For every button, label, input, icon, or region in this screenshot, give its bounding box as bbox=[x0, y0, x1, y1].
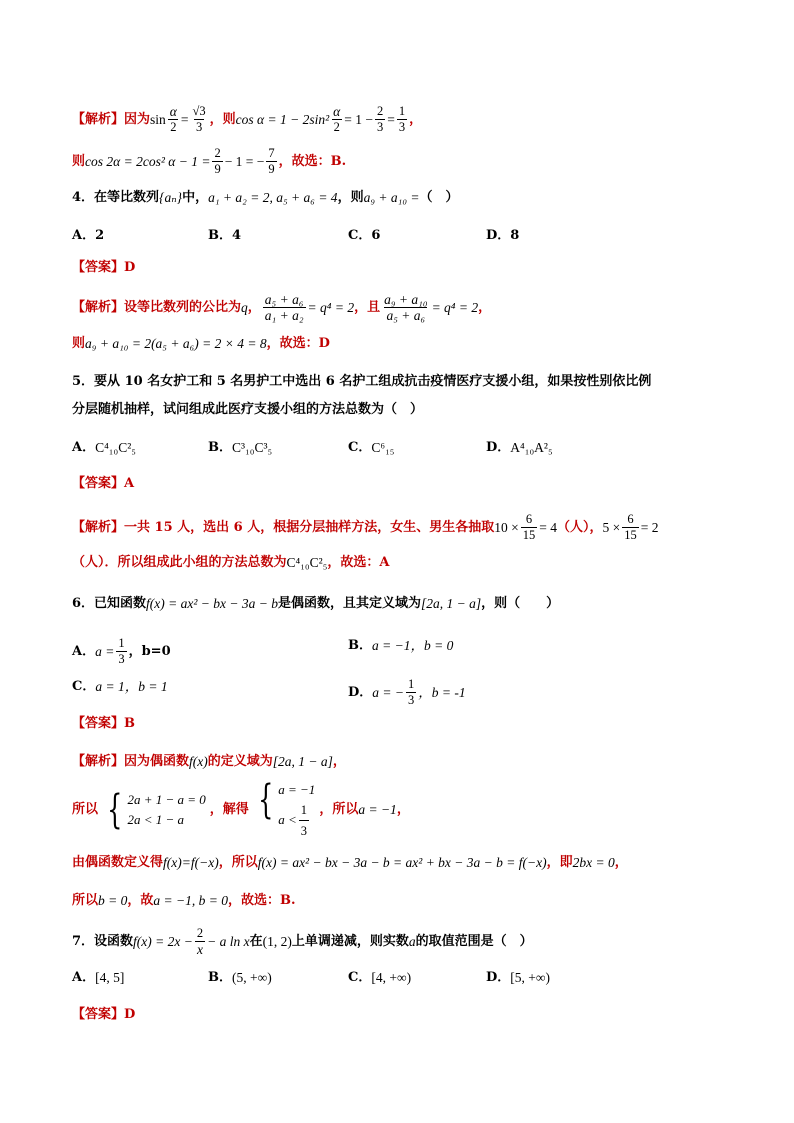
fraction bbox=[299, 800, 309, 841]
answer-tag: 【答案】 bbox=[72, 476, 125, 491]
fraction bbox=[266, 146, 276, 177]
math-expression: f(x) = 2x − bbox=[133, 933, 193, 949]
math-expression: (1, 2) bbox=[262, 933, 292, 949]
analysis-tag: 【解析】 bbox=[72, 754, 125, 769]
math-expression: f(x) bbox=[189, 754, 208, 769]
answer-tag: 【答案】 bbox=[72, 260, 125, 275]
q4-stem bbox=[72, 188, 459, 208]
fraction-numerator: α bbox=[333, 104, 341, 119]
q3-analysis-line2 bbox=[72, 146, 346, 177]
option-letter: A． bbox=[72, 440, 96, 455]
q6-option-d bbox=[348, 677, 466, 708]
fraction-denominator: 2 bbox=[333, 120, 340, 134]
question-text: ，则（ ） bbox=[481, 596, 560, 611]
analysis-text: ，则 bbox=[209, 111, 236, 127]
q5-stem-line2 bbox=[72, 400, 423, 420]
equation-system bbox=[102, 787, 206, 833]
math-expression: a₉ + a₁₀ = bbox=[363, 190, 420, 205]
q6-analysis-line4 bbox=[72, 891, 296, 911]
question-text: 在 bbox=[249, 933, 263, 949]
analysis-text: ，所以 bbox=[319, 802, 359, 817]
system-row bbox=[278, 800, 315, 841]
math-expression: = 4 bbox=[539, 519, 558, 535]
math-expression: a₉ + a₁₀ = 2(a₅ + a₆) = 2 × 4 = 8 bbox=[85, 336, 267, 351]
fraction-numerator: 1 bbox=[398, 104, 406, 118]
option-letter: A． bbox=[72, 643, 96, 659]
q6-option-b bbox=[348, 636, 453, 656]
q7-option-b bbox=[208, 968, 272, 988]
option-letter: B． bbox=[208, 440, 232, 455]
answer-value: D bbox=[124, 260, 136, 275]
analysis-text: ，所以 bbox=[218, 855, 258, 870]
math-expression: = bbox=[387, 111, 395, 127]
question-text: 是偶函数，且其定义域为 bbox=[278, 596, 422, 611]
q4-analysis-line1 bbox=[72, 292, 491, 323]
math-expression: 2bx = 0 bbox=[572, 855, 615, 870]
analysis-text: 设等比数列的公比为 bbox=[124, 299, 242, 315]
q6-analysis-line1 bbox=[72, 752, 346, 772]
option-letter: D． bbox=[348, 684, 373, 700]
option-value: [5, +∞) bbox=[510, 970, 551, 985]
question-text: 分层随机抽样，试问组成此医疗支援小组的方法总数为（ ） bbox=[72, 402, 424, 417]
math-expression: {aₙ} bbox=[159, 190, 183, 205]
q5-option-b bbox=[208, 438, 272, 458]
analysis-text: ，故选：D bbox=[266, 336, 330, 351]
option-value: ，b=0 bbox=[128, 643, 171, 659]
math-expression: a₁ + a₂ = 2, a₅ + a₆ = 4 bbox=[208, 190, 338, 205]
answer-value: A bbox=[124, 476, 135, 491]
q4-option-a bbox=[72, 226, 104, 246]
fraction-numerator: 2 bbox=[214, 146, 221, 160]
q6-option-c bbox=[72, 677, 168, 697]
question-text: 4．在等比数列 bbox=[72, 190, 160, 205]
fraction-numerator: 1 bbox=[118, 636, 125, 650]
answer-tag: 【答案】 bbox=[72, 1007, 125, 1022]
fraction bbox=[212, 146, 222, 177]
answer-value: B bbox=[124, 716, 136, 731]
question-text: 上单调递减，则实数 bbox=[291, 933, 409, 949]
analysis-text: ， bbox=[409, 111, 423, 127]
fraction bbox=[168, 104, 179, 135]
math-expression: a = − bbox=[372, 684, 405, 700]
fraction-numerator: α bbox=[169, 104, 177, 119]
q4-analysis-line2 bbox=[72, 334, 330, 354]
math-expression: − 1 = − bbox=[224, 153, 265, 169]
fraction-denominator: 2 bbox=[170, 120, 177, 134]
analysis-tag: 【解析】 bbox=[72, 519, 125, 535]
math-expression: = q⁴ = 2 bbox=[431, 299, 479, 315]
math-expression: 5 × bbox=[602, 519, 621, 535]
math-expression: a = −1 bbox=[358, 802, 397, 817]
fraction bbox=[397, 104, 407, 135]
fraction bbox=[195, 926, 205, 957]
analysis-text: 所以 bbox=[72, 893, 99, 908]
option-value: (5, +∞) bbox=[232, 970, 272, 985]
analysis-text: ， bbox=[332, 754, 346, 769]
q4-option-b bbox=[208, 226, 241, 246]
analysis-text: 因为偶函数 bbox=[124, 754, 190, 769]
fraction-numerator: 7 bbox=[268, 146, 275, 160]
brace-glyph: { bbox=[107, 787, 123, 833]
analysis-text: ，故选：A bbox=[327, 555, 390, 570]
fraction-numerator: a₉ + a₁₀ bbox=[384, 292, 428, 307]
option-value: 8 bbox=[510, 228, 520, 243]
option-letter: D． bbox=[486, 228, 511, 243]
analysis-text: 的定义域为 bbox=[207, 754, 273, 769]
math-expression: cos 2α = 2cos² α − 1 = bbox=[85, 153, 211, 169]
fraction bbox=[382, 292, 429, 323]
fraction-denominator: 9 bbox=[214, 162, 221, 176]
q4-option-c bbox=[348, 226, 380, 246]
q3-analysis-line1 bbox=[72, 104, 422, 135]
question-text: 7．设函数 bbox=[72, 933, 134, 949]
question-text: 6．已知函数 bbox=[72, 596, 147, 611]
system-row: 2a + 1 − a = 0 bbox=[127, 792, 206, 807]
answer-value: D bbox=[124, 1007, 136, 1022]
analysis-text: ，故选：B. bbox=[278, 153, 347, 169]
q7-answer bbox=[72, 1005, 135, 1025]
option-letter: D． bbox=[486, 440, 511, 455]
fraction bbox=[331, 104, 342, 135]
fraction-denominator: 3 bbox=[299, 820, 309, 841]
option-value: 4 bbox=[232, 228, 242, 243]
fraction bbox=[406, 677, 416, 708]
math-expression: C⁴₁₀C²₅ bbox=[286, 555, 328, 570]
fraction-denominator: 15 bbox=[624, 528, 637, 542]
math-expression: = 1 − bbox=[344, 111, 373, 127]
analysis-text: 一共 15 人，选出 6 人，根据分层抽样方法，女生、男生各抽取 bbox=[124, 519, 495, 535]
fraction-denominator: 3 bbox=[408, 693, 415, 707]
q6-option-a bbox=[72, 636, 171, 667]
math-expression: cos α = 1 − 2sin² bbox=[235, 111, 330, 127]
option-value: C⁴₁₀C²₅ bbox=[95, 440, 136, 455]
analysis-text: 所以 bbox=[72, 802, 99, 817]
fraction-numerator: 6 bbox=[627, 512, 634, 526]
fraction-denominator: 3 bbox=[398, 120, 406, 134]
question-text: （ ） bbox=[419, 190, 459, 205]
q6-stem bbox=[72, 594, 559, 614]
math-expression: f(x) = ax² − bx − 3a − b bbox=[146, 596, 279, 611]
option-letter: B． bbox=[348, 638, 372, 653]
fraction-numerator: 6 bbox=[525, 512, 533, 526]
option-letter: C． bbox=[348, 228, 372, 243]
fraction-denominator: a₁ + a₂ bbox=[264, 308, 304, 323]
fraction-denominator: a₅ + a₆ bbox=[386, 308, 426, 323]
q7-stem bbox=[72, 926, 533, 957]
fraction-numerator: 2 bbox=[376, 104, 384, 118]
analysis-text: 因为 bbox=[124, 111, 151, 127]
analysis-text: 由偶函数定义得 bbox=[72, 855, 164, 870]
analysis-text: 则 bbox=[72, 336, 86, 351]
analysis-text: ， bbox=[247, 299, 261, 315]
q4-answer bbox=[72, 258, 135, 278]
question-text: 中， bbox=[182, 190, 209, 205]
analysis-text: ， bbox=[614, 855, 628, 870]
analysis-text: ，即 bbox=[546, 855, 573, 870]
option-value: C³₁₀C³₅ bbox=[232, 440, 273, 455]
fraction-numerator: a₅ + a₆ bbox=[264, 292, 304, 307]
question-text: ，则 bbox=[337, 190, 364, 205]
option-value: [4, 5] bbox=[95, 970, 125, 985]
analysis-text: （人）．所以组成此小组的方法总数为 bbox=[72, 555, 287, 570]
math-expression: = q⁴ = 2 bbox=[307, 299, 355, 315]
option-letter: B． bbox=[208, 228, 232, 243]
analysis-text: ， bbox=[396, 802, 410, 817]
system-row: a = −1 bbox=[278, 781, 316, 797]
math-expression: = bbox=[180, 111, 189, 127]
fraction-denominator: x bbox=[197, 942, 203, 957]
analysis-text: 则 bbox=[72, 153, 86, 169]
analysis-text: （人）， bbox=[557, 519, 603, 535]
math-expression: a = bbox=[95, 643, 115, 659]
fraction-denominator: 9 bbox=[268, 162, 275, 176]
math-expression: a = −1, b = 0 bbox=[153, 893, 228, 908]
math-expression: sin bbox=[150, 111, 166, 127]
analysis-text: ，故选：B. bbox=[228, 893, 296, 908]
analysis-tag: 【解析】 bbox=[72, 299, 125, 315]
q6-answer bbox=[72, 714, 135, 734]
fraction-denominator: 15 bbox=[522, 528, 536, 542]
option-value: a = 1，b = 1 bbox=[95, 679, 168, 694]
option-value: a = −1，b = 0 bbox=[372, 638, 454, 653]
analysis-text: ，解得 bbox=[209, 802, 249, 817]
analysis-text: ，且 bbox=[354, 299, 381, 315]
option-letter: A． bbox=[72, 970, 96, 985]
math-expression: = 2 bbox=[640, 519, 659, 535]
option-value: A⁴₁₀A²₅ bbox=[510, 440, 553, 455]
math-expression: [2a, 1 − a] bbox=[272, 754, 333, 769]
math-expression: ，b = -1 bbox=[418, 684, 466, 700]
fraction-numerator: 2 bbox=[196, 926, 204, 940]
math-expression: q bbox=[241, 299, 248, 315]
option-letter: C． bbox=[348, 440, 372, 455]
answer-tag: 【答案】 bbox=[72, 716, 125, 731]
fraction-denominator: 3 bbox=[118, 652, 125, 666]
option-value: 6 bbox=[371, 228, 381, 243]
fraction-numerator: 1 bbox=[408, 677, 415, 691]
option-letter: B． bbox=[208, 970, 232, 985]
math-expression: b = 0 bbox=[98, 893, 128, 908]
option-value: 2 bbox=[95, 228, 105, 243]
fraction bbox=[116, 636, 126, 667]
fraction bbox=[521, 512, 538, 543]
equation-system bbox=[253, 776, 316, 841]
q5-stem-line1 bbox=[72, 372, 651, 392]
q7-option-c bbox=[348, 968, 411, 988]
option-value: C⁶₁₅ bbox=[371, 440, 395, 455]
fraction bbox=[191, 104, 208, 135]
fraction bbox=[375, 104, 385, 135]
option-value: [4, +∞) bbox=[371, 970, 412, 985]
q5-option-c bbox=[348, 438, 394, 458]
math-expression: f(x)=f(−x) bbox=[163, 855, 219, 870]
option-letter: A． bbox=[72, 228, 96, 243]
fraction bbox=[263, 292, 306, 323]
fraction-denominator: 3 bbox=[376, 120, 384, 134]
q5-analysis-line1 bbox=[72, 512, 659, 543]
analysis-tag: 【解析】 bbox=[72, 111, 125, 127]
q6-analysis-line3 bbox=[72, 853, 628, 873]
q5-option-a bbox=[72, 438, 136, 458]
math-expression: a < bbox=[278, 812, 297, 827]
math-expression: f(x) = ax² − bx − 3a − b = ax² + bx − 3a − b = f(−x) bbox=[257, 855, 547, 870]
q5-answer bbox=[72, 474, 134, 494]
fraction-numerator: 1 bbox=[300, 802, 308, 817]
q5-option-d bbox=[486, 438, 553, 458]
fraction-denominator: 3 bbox=[195, 120, 203, 134]
option-letter: C． bbox=[72, 679, 96, 694]
question-text: 5．要从 10 名女护工和 5 名男护工中选出 6 名护工组成抗击疫情医疗支援小组，如果按性别依比例 bbox=[72, 374, 652, 389]
q4-option-d bbox=[486, 226, 519, 246]
question-text: 的取值范围是（ ） bbox=[415, 933, 533, 949]
option-letter: D． bbox=[486, 970, 511, 985]
system-row: 2a < 1 − a bbox=[127, 812, 185, 827]
fraction-numerator: √3 bbox=[192, 104, 206, 118]
math-expression: 10 × bbox=[494, 519, 519, 535]
q6-analysis-line2 bbox=[72, 776, 410, 838]
analysis-text: ，故 bbox=[127, 893, 154, 908]
math-expression: [2a, 1 − a] bbox=[421, 596, 482, 611]
option-letter: C． bbox=[348, 970, 372, 985]
brace-glyph: { bbox=[257, 776, 274, 823]
q7-option-d bbox=[486, 968, 550, 988]
math-expression: a bbox=[408, 933, 416, 949]
analysis-text: ， bbox=[478, 299, 492, 315]
q5-analysis-line2 bbox=[72, 553, 390, 573]
math-expression: − a ln x bbox=[207, 933, 250, 949]
fraction bbox=[622, 512, 639, 543]
q7-option-a bbox=[72, 968, 124, 988]
